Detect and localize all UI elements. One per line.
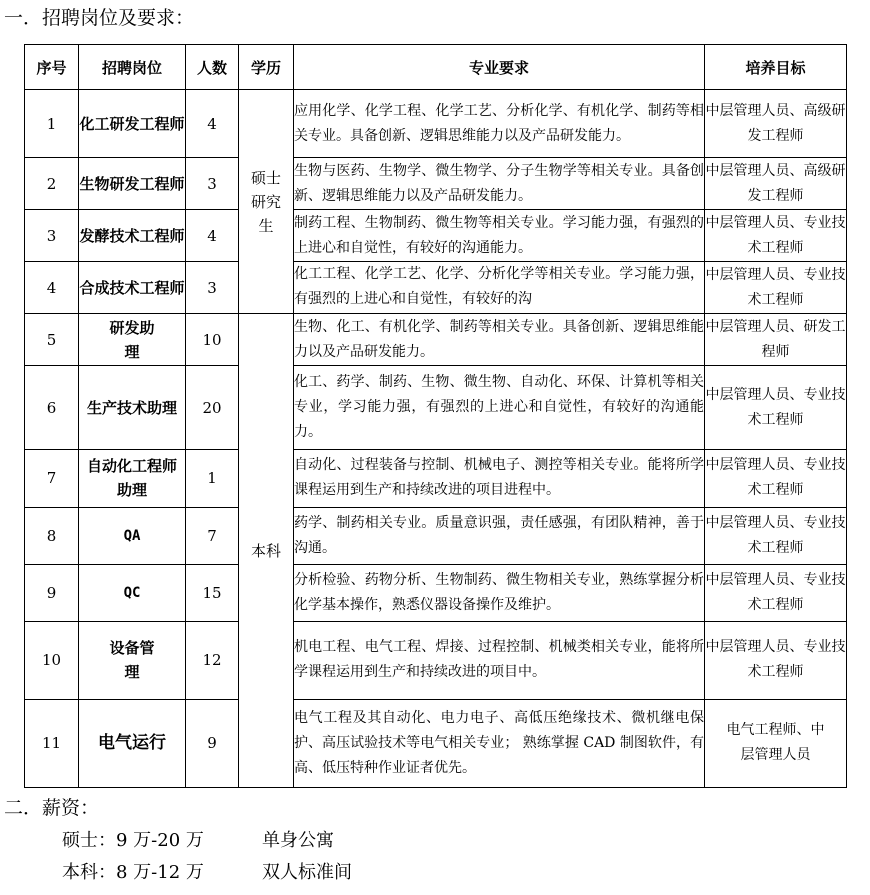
row-goal: 中层管理人员、专业技术工程师 — [705, 262, 847, 314]
header-no: 序号 — [25, 45, 79, 90]
table-row — [25, 314, 847, 366]
row-no: 2 — [25, 158, 79, 210]
requirement-text: 药学、制药相关专业。质量意识强，责任感强，有团队精神，善于沟通。 — [294, 514, 704, 556]
table-row — [25, 158, 847, 210]
salary-housing: 单身公寓 — [262, 830, 334, 851]
table-row — [25, 699, 847, 787]
requirement-text: 自动化、过程装备与控制、机械电子、测控等相关专业。能将所学课程运用到生产和持续改进的项目进程中。 — [294, 457, 704, 499]
table-row — [25, 262, 847, 314]
row-requirement — [294, 262, 705, 314]
requirement-text: 生物、化工、有机化学、制药等相关专业。具备创新、逻辑思维能力以及产品研发能力。 — [294, 318, 704, 360]
table-row — [25, 450, 847, 507]
header-goal: 培养目标 — [705, 45, 847, 90]
row-requirement — [294, 90, 705, 158]
section-title-salary: 二．薪资： — [4, 797, 100, 819]
row-requirement — [294, 366, 705, 450]
header-requirement: 专业要求 — [294, 45, 705, 90]
requirement-text: 生物与医药、生物学、微生物学、分子生物学等相关专业。具备创新、逻辑思维能力以及产品研发能力。 — [294, 162, 704, 204]
table-row — [25, 366, 847, 450]
section-title-positions: 一．招聘岗位及要求： — [4, 7, 195, 29]
row-no: 6 — [25, 366, 79, 450]
requirement-text: 机电工程、电气工程、焊接、过程控制、机械类相关专业，能将所学课程运用到生产和持续改进的项目中。 — [294, 639, 704, 681]
row-no: 8 — [25, 507, 79, 564]
row-no: 1 — [25, 90, 79, 158]
row-count: 4 — [186, 210, 239, 262]
row-count: 3 — [186, 262, 239, 314]
salary-item-master — [62, 829, 334, 853]
row-count: 9 — [186, 699, 239, 787]
row-no: 4 — [25, 262, 79, 314]
row-requirement — [294, 210, 705, 262]
row-count: 12 — [186, 621, 239, 699]
row-position: 设备管理 — [79, 621, 186, 699]
row-position: 发酵技术工程师 — [79, 210, 186, 262]
salary-level: 本科：8 万-12 万 — [62, 862, 204, 883]
row-no: 9 — [25, 564, 79, 621]
salary-item-bachelor — [62, 861, 352, 885]
row-position: 生产技术助理 — [79, 366, 186, 450]
row-goal: 中层管理人员、专业技术工程师 — [705, 450, 847, 507]
row-position: 生物研发工程师 — [79, 158, 186, 210]
row-no: 3 — [25, 210, 79, 262]
row-goal: 中层管理人员、专业技术工程师 — [705, 210, 847, 262]
row-goal: 中层管理人员、专业技术工程师 — [705, 366, 847, 450]
requirement-text: 化工工程、化学工艺、化学、分析化学等相关专业。学习能力强，有强烈的上进心和自觉性，有较好的沟 — [294, 266, 704, 308]
education-bachelor: 本科 — [239, 314, 294, 788]
requirement-text: 应用化学、化学工程、化学工艺、分析化学、有机化学、制药等相关专业。具备创新、逻辑思维能力以及产品研发能力。 — [294, 102, 704, 144]
requirement-text: 分析检验、药物分析、生物制药、微生物相关专业，熟练掌握分析化学基本操作，熟悉仪器设备操作及维护。 — [294, 571, 704, 613]
requirement-text: 化工、药学、制药、生物、微生物、自动化、环保、计算机等相关专业，学习能力强，有强烈的上进心和自觉性，有较好的沟通能力。 — [294, 374, 704, 441]
row-position: 化工研发工程师 — [79, 90, 186, 158]
header-count: 人数 — [186, 45, 239, 90]
salary-level: 硕士：9 万-20 万 — [62, 830, 204, 851]
row-count: 7 — [186, 507, 239, 564]
row-requirement — [294, 507, 705, 564]
row-no: 7 — [25, 450, 79, 507]
salary-housing: 双人标准间 — [262, 862, 352, 883]
row-position: QA — [79, 507, 186, 564]
row-position: 自动化工程师助理 — [79, 450, 186, 507]
table-row — [25, 507, 847, 564]
row-goal: 中层管理人员、高级研发工程师 — [705, 90, 847, 158]
row-position: 研发助理 — [79, 314, 186, 366]
header-position: 招聘岗位 — [79, 45, 186, 90]
table-row — [25, 90, 847, 158]
row-requirement — [294, 450, 705, 507]
education-master: 硕士研究生 — [239, 90, 294, 314]
row-goal: 中层管理人员、专业技术工程师 — [705, 621, 847, 699]
row-count: 1 — [186, 450, 239, 507]
row-requirement — [294, 158, 705, 210]
requirement-text: 制药工程、生物制药、微生物等相关专业。学习能力强，有强烈的上进心和自觉性，有较好的沟通能力。 — [294, 214, 704, 256]
row-count: 20 — [186, 366, 239, 450]
row-no: 11 — [25, 699, 79, 787]
row-requirement — [294, 699, 705, 787]
recruitment-table — [24, 44, 847, 788]
row-requirement — [294, 314, 705, 366]
row-count: 15 — [186, 564, 239, 621]
row-count: 4 — [186, 90, 239, 158]
row-position: 合成技术工程师 — [79, 262, 186, 314]
row-position: QC — [79, 564, 186, 621]
row-requirement — [294, 621, 705, 699]
row-no: 5 — [25, 314, 79, 366]
row-no: 10 — [25, 621, 79, 699]
table-header-row — [25, 45, 847, 90]
row-count: 3 — [186, 158, 239, 210]
row-goal: 电气工程师、中层管理人员 — [705, 699, 847, 787]
row-goal: 中层管理人员、专业技术工程师 — [705, 507, 847, 564]
row-goal: 中层管理人员、研发工程师 — [705, 314, 847, 366]
row-requirement — [294, 564, 705, 621]
row-goal: 中层管理人员、高级研发工程师 — [705, 158, 847, 210]
row-count: 10 — [186, 314, 239, 366]
table-row — [25, 210, 847, 262]
table-row — [25, 564, 847, 621]
requirement-text: 电气工程及其自动化、电力电子、高低压绝缘技术、微机继电保护、高压试验技术等电气相关专业； 熟练掌握 CAD 制图软件，有高、低压特种作业证者优先。 — [294, 709, 704, 776]
row-position: 电气运行 — [79, 699, 186, 787]
header-education: 学历 — [239, 45, 294, 90]
table-row — [25, 621, 847, 699]
row-goal: 中层管理人员、专业技术工程师 — [705, 564, 847, 621]
